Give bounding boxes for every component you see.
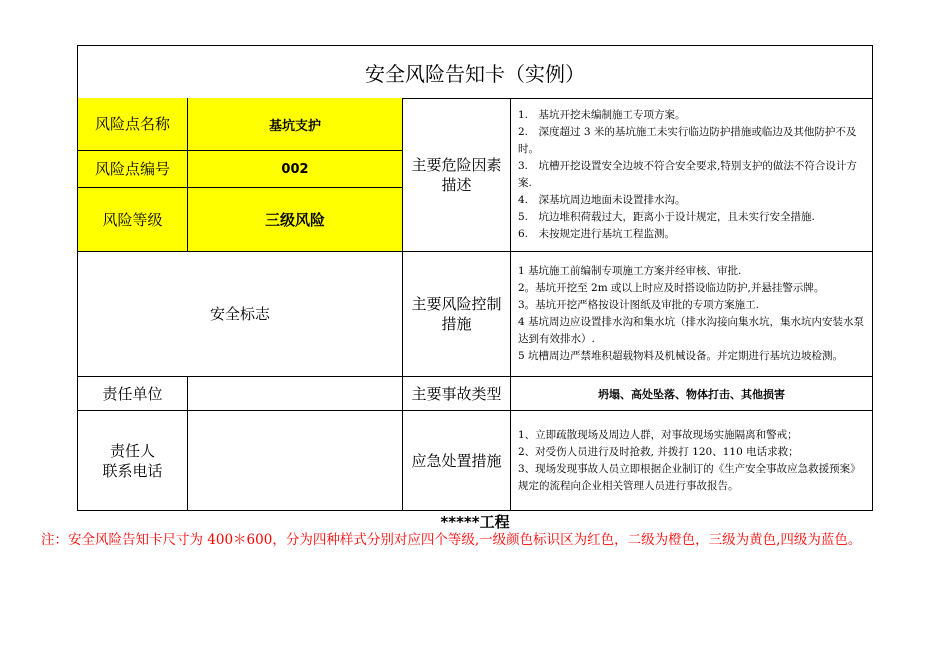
control-measure-item: 1 基坑施工前编制专项施工方案并经审核、审批. — [518, 265, 742, 277]
control-measure-item: 3。基坑开挖严格按设计图纸及审批的专项方案施工. — [518, 299, 760, 311]
control-measure-item: 5 坑槽周边严禁堆积超载物料及机械设备。并定期进行基坑边坡检测。 — [518, 350, 844, 362]
control-measure-item: 2。基坑开挖至 2m 或以上时应及时搭设临边防护,并悬挂警示牌。 — [518, 282, 825, 294]
responsible-unit-value — [188, 377, 403, 411]
hazard-factor-item: 2. 深度超过 3 米的基坑施工未实行临边防护措施或临边及其他防护不及时。 — [518, 125, 857, 155]
contact-label — [78, 411, 188, 510]
hazard-factor-item: 1. 基坑开挖未编制施工专项方案。 — [518, 108, 686, 121]
hazard-factor-item: 3. 坑槽开挖设置安全边坡不符合安全要求,特别支护的做法不符合设计方案. — [518, 159, 857, 189]
contact-label-line2: 联系电话 — [102, 461, 163, 480]
hazard-factor-item: 6. 未按规定进行基坑工程监测。 — [518, 227, 676, 240]
emergency-measures-list — [511, 411, 872, 510]
emergency-measure-item: 2、对受伤人员进行及时抢救, 并拨打 120、110 电话求救； — [518, 445, 799, 458]
safety-sign-label: 安全标志 — [78, 252, 403, 377]
risk-notice-card — [77, 45, 873, 511]
control-measures-label: 主要风险控制措施 — [403, 252, 511, 377]
risk-level-label: 风险等级 — [78, 188, 188, 252]
accident-types-label: 主要事故类型 — [403, 377, 511, 411]
emergency-measure-item: 1、立即疏散现场及周边人群，对事故现场实施隔离和警戒； — [518, 428, 798, 441]
project-title: *****工程 — [440, 513, 510, 531]
risk-level-value: 三级风险 — [188, 188, 403, 252]
hazard-factor-item: 4. 深基坑周边地面未设置排水沟。 — [518, 193, 686, 206]
card-title: 安全风险告知卡（实例） — [78, 46, 872, 99]
responsible-unit-label: 责任单位 — [78, 377, 188, 411]
emergency-label: 应急处置措施 — [403, 411, 511, 510]
risk-point-name-value: 基坑支护 — [188, 98, 403, 151]
accident-types-value: 坍塌、高处坠落、物体打击、其他损害 — [511, 377, 872, 411]
risk-point-name-label: 风险点名称 — [78, 98, 188, 151]
contact-value — [188, 411, 403, 510]
hazard-factor-item: 5. 坑边堆积荷载过大，距离小于设计规定，且未实行安全措施. — [518, 210, 815, 223]
risk-point-id-value: 002 — [188, 151, 403, 188]
hazard-factors-list — [511, 98, 872, 252]
control-measure-item: 4 基坑周边应设置排水沟和集水坑（排水沟接向集水坑，集水坑内安装水泵达到有效排水）. — [518, 316, 865, 345]
emergency-measure-item: 3、现场发现事故人员立即根据企业制订的《生产安全事故应急救援预案》规定的流程向企业相关管理人员进行事故报告。 — [518, 462, 861, 492]
risk-point-id-label: 风险点编号 — [78, 151, 188, 188]
hazard-factors-label: 主要危险因素描述 — [403, 98, 511, 252]
size-note: 注：安全风险告知卡尺寸为 400＊600，分为四种样式分别对应四个等级,一级颜色标识区为红色，二级为橙色，三级为黄色,四级为蓝色。 — [41, 532, 862, 548]
control-measures-list — [511, 252, 872, 377]
contact-label-line1: 责任人 — [109, 441, 155, 460]
